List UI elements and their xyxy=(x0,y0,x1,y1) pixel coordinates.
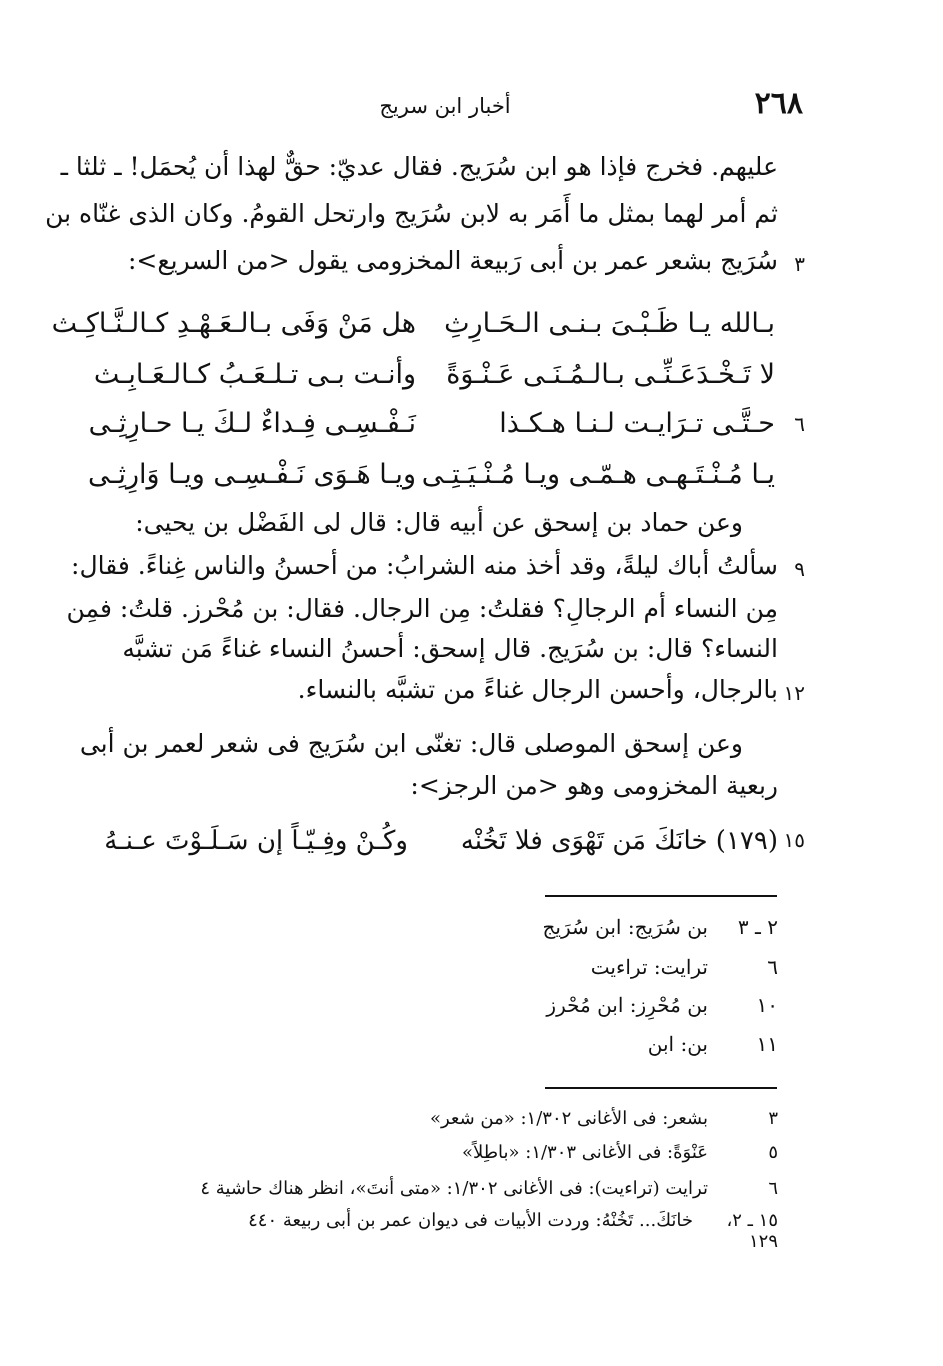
body-line-1: عليهم. فخرج فإذا هو ابن سُرَيج. فقال عديّ: حقٌّ لهذا أن يُحمَل! ـ ثلثا ـ xyxy=(60,152,778,181)
running-head: أخبار ابن سريج xyxy=(379,94,511,118)
verse-4-first: يـا مُـنْـتَـهـى هـمّـى ويـا مُـنْـيَـتِـى xyxy=(421,459,775,490)
footnote-text: ترايت (تراءيت): فى الأغانى ١/٣٠٢: «متى أنتَ»، انظر هناك حاشية ٤ xyxy=(200,1178,708,1199)
verse-179-first-hemistich xyxy=(438,826,778,856)
line-number-15: ١٥ xyxy=(783,828,805,852)
footnote-text: خانَكَ... تَخُنْهُ: وردت الأبيات فى ديوان عمر بن أبى ربيعة ٤٤٠ xyxy=(248,1210,693,1231)
para2-line-1: وعن حماد بن إسحق عن أبيه قال: قال لى الفَضْل بن يحيى: xyxy=(135,508,743,537)
line-number-9: ٩ xyxy=(794,557,805,581)
footnote-rule xyxy=(545,1087,777,1089)
footnote-line: ٣ xyxy=(768,1108,778,1129)
footnote-line: ٥ xyxy=(768,1142,778,1163)
footnote-text: عَنْوَةً: فى الأغانى ١/٣٠٣: «باطِلاً» xyxy=(461,1142,708,1163)
line-number-3: ٣ xyxy=(794,252,805,276)
verse-3-second: نَـفْـسِـى فِـداءٌ لـكَ يـا حـارِثِـى xyxy=(88,408,416,439)
para2-line-4: النساء؟ قال: بن سُرَيج. قال إسحق: أحسنُ النساء غناءً مَن تشبَّه xyxy=(122,634,778,663)
para3-line-1: وعن إسحق الموصلى قال: تغنّى ابن سُرَيج فى شعر لعمر بن أبى xyxy=(79,729,743,758)
para3-line-2: ربعية المخزومى وهو <من الرجز>: xyxy=(410,771,778,800)
line-number-6: ٦ xyxy=(794,412,805,436)
verse-2-first: لا تَـخْـدَعَـنِّـى بـالـمُـنَـى عَـنْـوَةً xyxy=(446,359,775,390)
verse-4-second: ويـا هَـوَى نَـفْـسِـى ويـا وَارِثِـى xyxy=(88,459,416,490)
apparatus-text: بن مُحْرِز: ابن مُحْرز xyxy=(546,993,708,1017)
verse-179-second: وكُـنْ وفِـيّـاً إن سَـلَـوْتَ عـنـهُ xyxy=(104,826,408,856)
apparatus-line: ١٠ xyxy=(756,993,778,1017)
para2-line-2: سألتُ أباك ليلةً، وقد أخذ منه الشرابُ: من أحسنُ والناس غِناءً. فقال: xyxy=(71,551,778,580)
apparatus-text: بن سُرَيج: ابن سُرَيج xyxy=(542,915,708,939)
verse-179-number: (١٧٩) xyxy=(715,826,778,856)
apparatus-line: ١١ xyxy=(756,1032,778,1056)
body-line-2: ثم أمر لهما بمثل ما أَمَر به لابن سُرَيج وارتحل القومُ. وكان الذى غنّاه بن xyxy=(45,199,778,228)
verse-2-second: وأنـت بـى تـلـعَـبُ كـالـعَـابِـث xyxy=(93,359,416,390)
para2-line-5: بالرجال، وأحسن الرجال غناءً من تشبَّه بالنساء. xyxy=(297,675,778,704)
verse-1-second: هل مَنْ وَفَى بـالـعَـهْـدِ كـالـنَّـاكِـث xyxy=(51,308,416,339)
footnote-line: ١٥ ـ ٢، ١٢٩ xyxy=(726,1210,778,1252)
body-line-3: سُرَيج بشعر عمر بن أبى رَبيعة المخزومى يقول <من السريع>: xyxy=(128,246,778,275)
apparatus-text: بن: ابن xyxy=(647,1032,708,1056)
apparatus-rule xyxy=(545,895,777,897)
apparatus-line: ٦ xyxy=(767,955,778,979)
verse-1-first: بـالله يـا ظَـبْـىَ بـنـى الـحَـارِثِ xyxy=(444,308,775,339)
verse-3-first: حـتَّـى تـرَايـت لـنـا هـكـذا xyxy=(499,408,775,439)
page-number: ٢٦٨ xyxy=(754,86,803,121)
para2-line-3: مِن النساء أم الرجالِ؟ فقلتُ: مِن الرجال. فقال: بن مُحْرز. قلتُ: فمِن xyxy=(66,594,778,623)
line-number-12: ١٢ xyxy=(783,681,805,705)
footnote-line: ٦ xyxy=(768,1178,778,1199)
apparatus-text: ترايت: تراءيت xyxy=(590,955,708,979)
verse-179-first: خانَكَ مَن تَهْوَى فلا تَخُنْه xyxy=(460,826,708,856)
footnote-text: بشعر: فى الأغانى ١/٣٠٢: «من شعر» xyxy=(429,1108,708,1129)
apparatus-line: ٢ ـ ٣ xyxy=(737,915,778,939)
